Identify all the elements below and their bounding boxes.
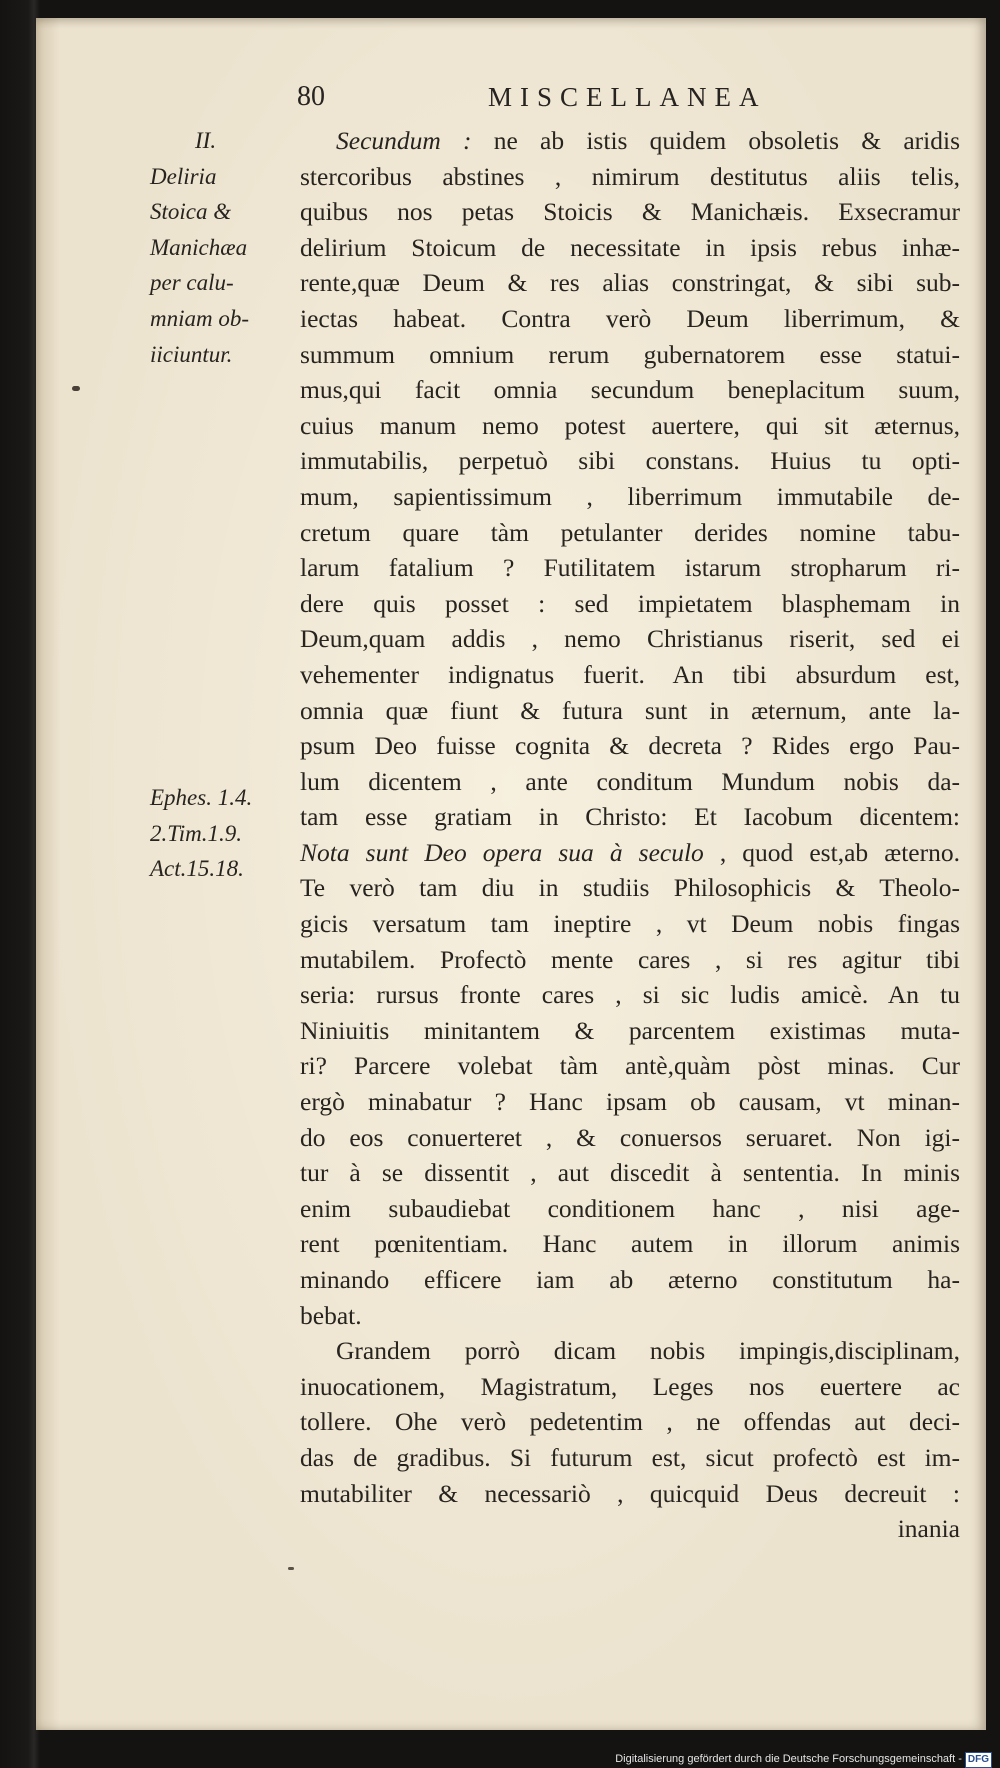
page-number: 80	[297, 81, 325, 112]
text-line: tur à se dissentit , aut discedit à sententia. In minis	[300, 1158, 960, 1188]
margin-note-line: mniam ob-	[150, 305, 250, 331]
text-line	[300, 123, 960, 159]
margin-note-line: Ephes. 1.4.	[150, 785, 253, 810]
margin-note-line: iiciuntur.	[150, 341, 233, 367]
text-line: Niniuitis minitantem & parcentem existimas muta-	[300, 1015, 960, 1045]
text-line: quibus nos petas Stoicis & Manichæis. Exsecramur	[300, 197, 960, 227]
credit-text: Digitalisierung gefördert durch die Deutsche Forschungsgemeinschaft -	[615, 1753, 962, 1765]
running-head: MISCELLANEA	[488, 82, 767, 112]
margin-note-line: Act.15.18.	[150, 856, 244, 882]
text-line-italic-lead: Nota sunt Deo opera sua à seculo	[300, 837, 704, 867]
margin-note-line: per calu-	[150, 270, 234, 296]
text-line: dere quis posset : sed impietatem blasphemam in	[300, 588, 960, 618]
dfg-logo-icon: DFG	[965, 1752, 992, 1768]
text-line: mutabilem. Profectò mente cares , si res agitur tibi	[300, 944, 960, 974]
margin-note-line: II.	[195, 128, 217, 153]
text-line: omnia quæ fiunt & futura sunt in æternum, ante la-	[300, 695, 960, 725]
text-line: enim subaudiebat conditionem hanc , nisi age-	[300, 1193, 960, 1223]
margin-note-line: Deliria	[150, 163, 217, 189]
margin-note-line: 2.Tim.1.9.	[150, 820, 243, 846]
text-line: summum omnium rerum gubernatorem esse statui-	[300, 339, 960, 369]
text-line: minando efficere iam ab æterno constitutum ha-	[300, 1265, 960, 1294]
text-line: iectas habeat. Contra verò Deum liberrimum, &	[300, 303, 960, 333]
text-line-rest: , quod est,ab æterno.	[703, 837, 960, 867]
text-line: tam esse gratiam in Christo: Et Iacobum dicentem:	[300, 802, 960, 832]
text-line: Grandem porrò dicam nobis impingis,disciplinam,	[336, 1336, 960, 1366]
text-line: rente,quæ Deum & res alias constringat, & sibi sub-	[300, 268, 960, 298]
text-line: delirium Stoicum de necessitate in ipsis rebus inhæ-	[300, 232, 960, 262]
text-line: vehementer indignatus fuerit. An tibi absurdum est,	[300, 659, 960, 689]
text-line: Deum,quam addis , nemo Christianus riserit, sed ei	[300, 624, 960, 654]
text-line-italic-lead: Secundum :	[336, 126, 472, 155]
text-line: seria: rursus fronte cares , si sic ludis amicè. An tu	[300, 980, 960, 1010]
text-line: cuius manum nemo potest auertere, qui sit æternus,	[300, 410, 960, 440]
text-line: mum, sapientissimum , liberrimum immutabile de-	[300, 481, 960, 511]
text-line: immutabilis, perpetuò sibi constans. Huius tu opti-	[300, 446, 960, 476]
ink-mark	[72, 386, 80, 391]
text-line: mutabiliter & necessariò , quicquid Deus decreuit :	[300, 1478, 960, 1508]
text-line: tollere. Ohe verò pedetentim , ne offendas aut deci-	[300, 1407, 960, 1437]
text-line: stercoribus abstines , nimirum destitutus aliis telis,	[300, 161, 960, 191]
text-line: lum dicentem , ante conditum Mundum nobis da-	[300, 766, 960, 796]
text-line: gicis versatum tam ineptire , vt Deum nobis fingas	[300, 909, 960, 939]
text-line: psum Deo fuisse cognita & decreta ? Rides ergo Pau-	[300, 731, 960, 761]
margin-note-references	[150, 780, 290, 887]
text-line: cretum quare tàm petulanter derides nomine tabu-	[300, 517, 960, 547]
catchword: inania	[897, 1514, 960, 1544]
text-line: ri? Parcere volebat tàm antè,quàm pòst minas. Cur	[300, 1051, 960, 1081]
text-line: ergò minabatur ? Hanc ipsam ob causam, vt minan-	[300, 1087, 960, 1117]
text-line: mus,qui facit omnia secundum beneplacitum suum,	[300, 375, 960, 405]
margin-note-line: Stoica &	[150, 199, 232, 225]
text-line	[300, 835, 960, 871]
text-line-rest: ne ab istis quidem obsoletis & aridis	[471, 126, 960, 155]
text-line: larum fatalium ? Futilitatem istarum stropharum ri-	[300, 553, 960, 583]
digitization-credit	[615, 1752, 992, 1768]
margin-note-line: Manichæa	[150, 234, 248, 260]
ink-mark	[288, 1567, 294, 1570]
body-text	[300, 123, 960, 1547]
text-line: bebat.	[300, 1300, 362, 1330]
text-line: rent pœnitentiam. Hanc autem in illorum animis	[300, 1229, 960, 1259]
text-line: do eos conuerteret , & conuersos seruaret. Non igi-	[300, 1122, 960, 1152]
text-line: das de gradibus. Si futurum est, sicut profectò est im-	[300, 1442, 960, 1472]
text-line: inuocationem, Magistratum, Leges nos euertere ac	[300, 1371, 960, 1401]
text-line: Te verò tam diu in studiis Philosophicis & Theolo-	[300, 873, 960, 903]
